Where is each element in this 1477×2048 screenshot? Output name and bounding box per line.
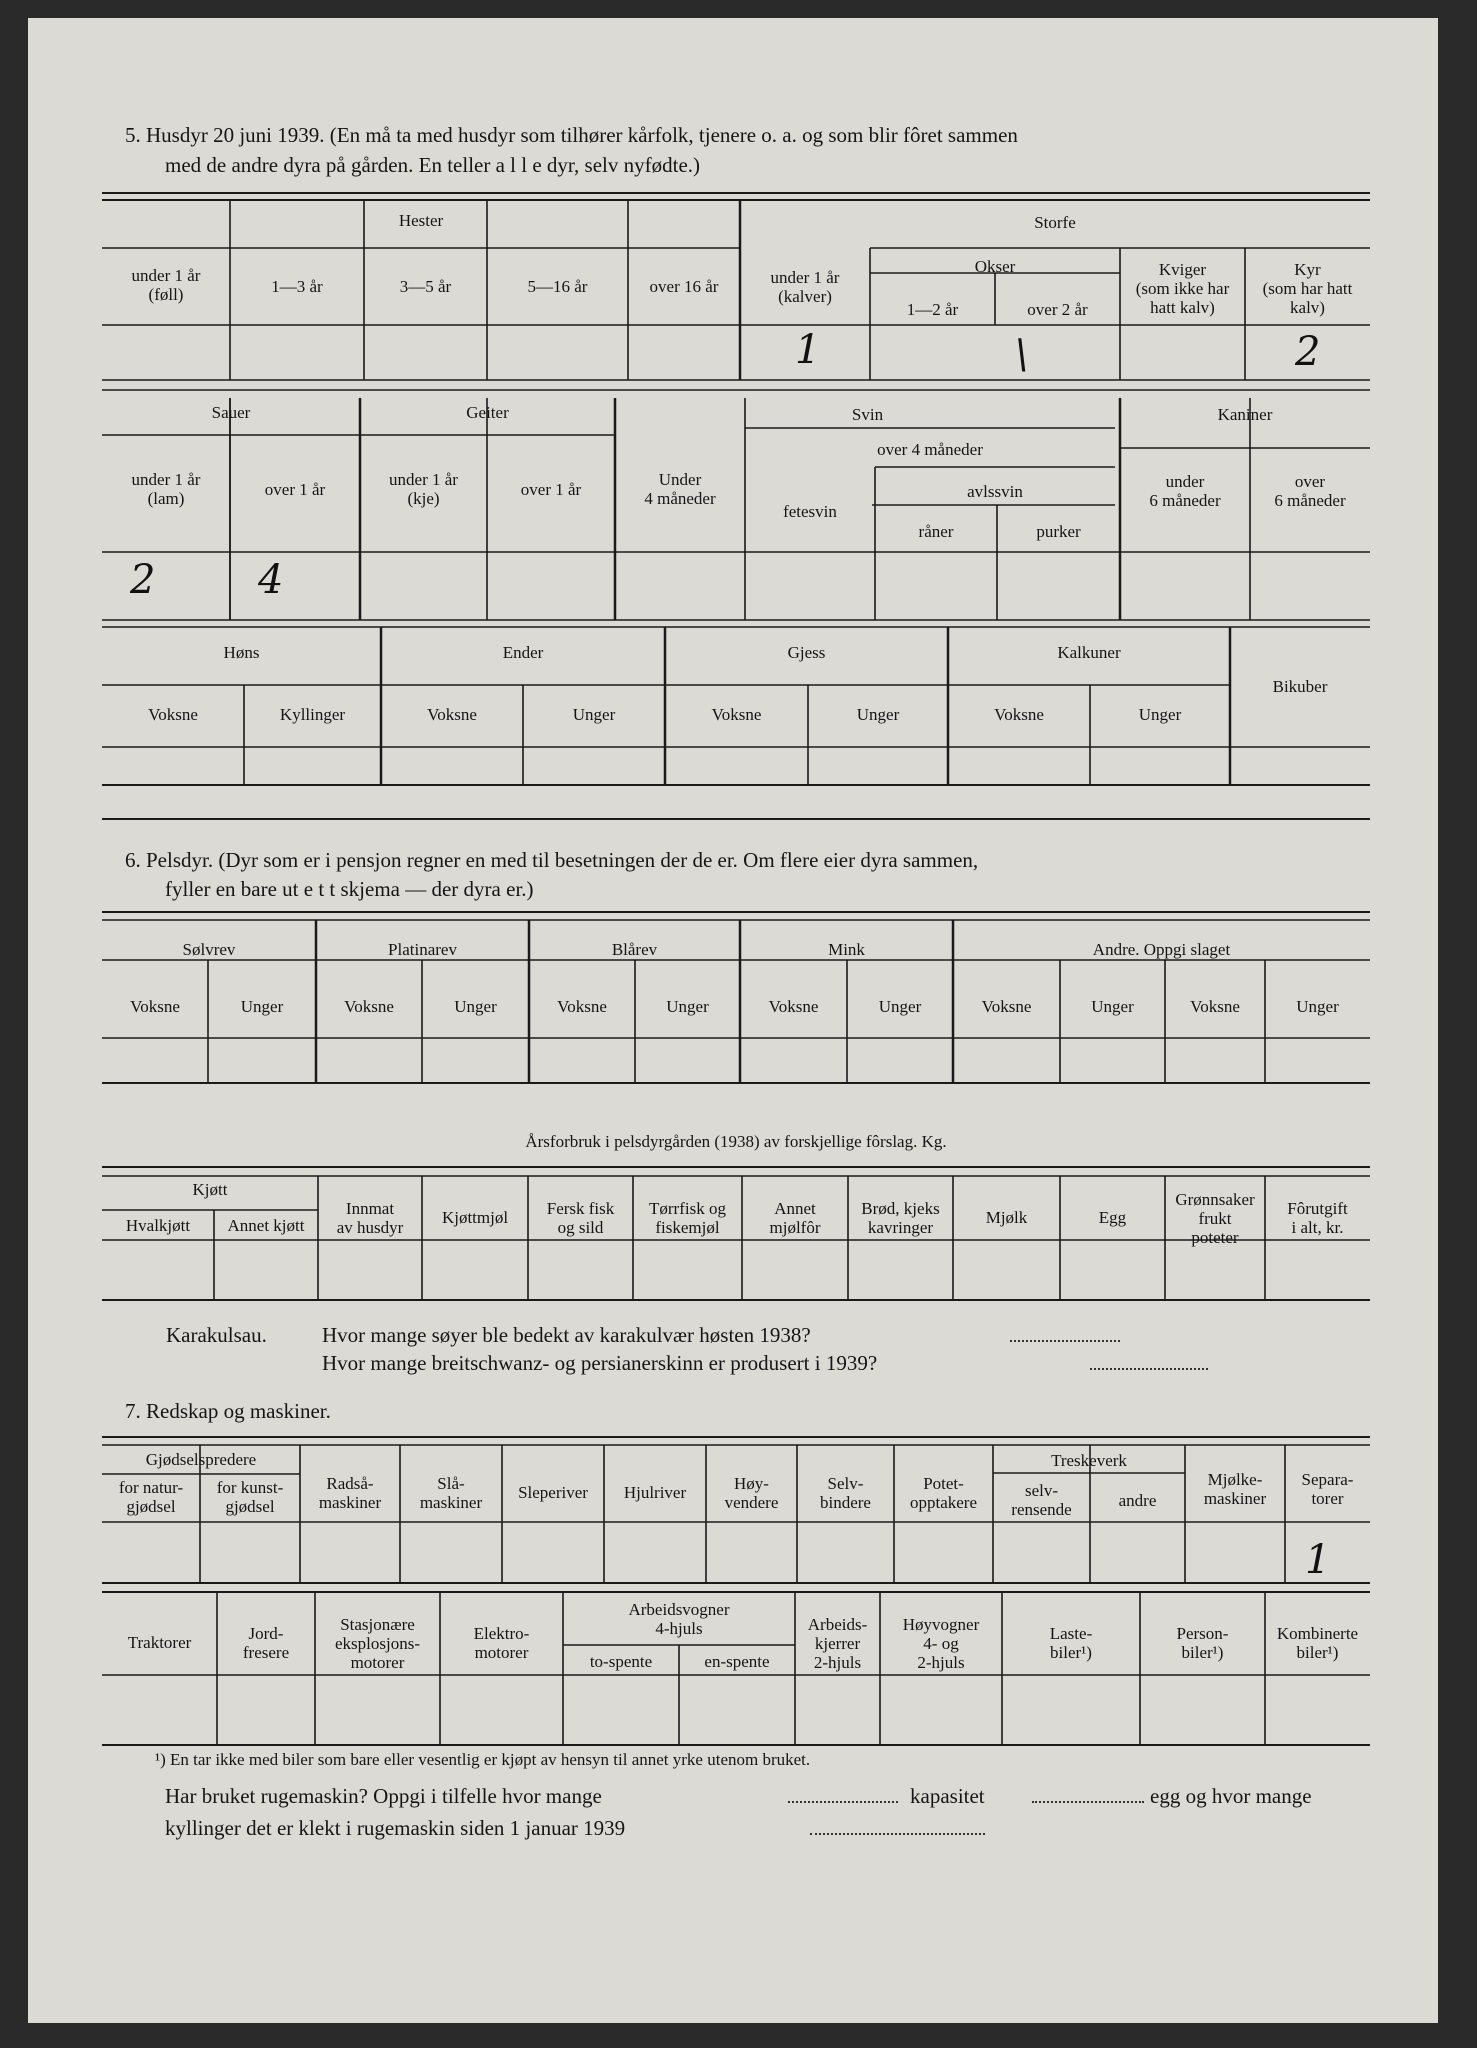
- col-lamb: under 1 år (lam): [131, 470, 201, 508]
- hw-lambs-count[interactable]: 2: [130, 557, 156, 603]
- col-horse-3-5: 3—5 år: [399, 277, 452, 296]
- fur-group-1: Platinarev: [388, 940, 457, 959]
- section-5-heading: 5. Husdyr 20 juni 1939. (En må ta med husdyr som tilhører kårfolk, tjenere o. a. og som blir fôret sammen: [125, 123, 1018, 147]
- pigs-header: Svin: [851, 405, 884, 424]
- col-sows: purker: [1036, 522, 1081, 541]
- poultry-col-0: Voksne: [148, 705, 198, 724]
- wagons-header: Arbeidsvogner 4-hjuls: [628, 1600, 730, 1638]
- vehicle-col-4: Kombinerte biler¹): [1276, 1624, 1359, 1662]
- fur-sub-3: Unger: [454, 997, 497, 1016]
- col-rabbit-under6: under 6 måneder: [1149, 472, 1221, 510]
- hatch-question: Har bruket rugemaskin? Oppgi i tilfelle hvor mange: [165, 1784, 602, 1808]
- feed-col-8: Grønnsaker frukt poteter: [1175, 1190, 1255, 1247]
- hw-oxen-mark[interactable]: \: [1015, 332, 1029, 378]
- karakul-answer-1[interactable]: [1010, 1340, 1120, 1342]
- hatch-count[interactable]: [788, 1801, 898, 1803]
- machine-col-3: Hjulriver: [623, 1483, 687, 1502]
- feed-col-1: Kjøttmjøl: [441, 1208, 509, 1227]
- form-rules: [28, 18, 1438, 2023]
- equip-col-0: Traktorer: [127, 1633, 192, 1652]
- fur-sub-10: Voksne: [1190, 997, 1240, 1016]
- hw-calves-count[interactable]: 1: [795, 327, 821, 373]
- feed-title: Årsforbruk i pelsdyrgården (1938) av forskjellige fôrslag. Kg.: [525, 1132, 947, 1151]
- poultry-col-7: Unger: [1138, 705, 1182, 724]
- hatch-question-2: kyllinger det er klekt i rugemaskin siden 1 januar 1939: [165, 1816, 626, 1840]
- feed-col-2: Fersk fisk og sild: [546, 1199, 615, 1237]
- poultry-col-1: Kyllinger: [279, 705, 346, 724]
- hw-sheep-count[interactable]: 4: [258, 557, 284, 603]
- col-other-thresher: andre: [1118, 1491, 1157, 1510]
- col-foal: under 1 år (føll): [131, 266, 201, 304]
- poultry-group-2: Gjess: [787, 643, 826, 662]
- feed-col-4: Annet mjølfôr: [769, 1199, 821, 1237]
- col-self-cleaning: selv- rensende: [1011, 1481, 1072, 1519]
- feed-col-6: Mjølk: [985, 1208, 1028, 1227]
- col-two-horse: to-spente: [589, 1652, 653, 1671]
- karakul-question-2: Hvor mange breitschwanz- og persianerskinn er produsert i 1939?: [322, 1351, 878, 1375]
- col-rabbit-over6: over 6 måneder: [1274, 472, 1346, 510]
- poultry-col-2: Voksne: [427, 705, 477, 724]
- section-5-heading-cont: med de andre dyra på gården. En teller a l l e dyr, selv nyfødte.): [165, 153, 701, 177]
- col-pig-under4: Under 4 måneder: [644, 470, 716, 508]
- fur-group-4: Andre. Oppgi slaget: [1092, 940, 1231, 959]
- col-oxen-1-2: 1—2 år: [906, 300, 959, 319]
- fur-sub-8: Voksne: [981, 997, 1032, 1016]
- hw-cows-count[interactable]: 2: [1295, 329, 1321, 375]
- fur-group-2: Blårev: [611, 940, 658, 959]
- vehicle-col-2: Laste- biler¹): [1049, 1624, 1093, 1662]
- col-separators: Separa- torer: [1301, 1470, 1354, 1508]
- feed-col-7: Egg: [1098, 1208, 1127, 1227]
- poultry-col-5: Unger: [856, 705, 900, 724]
- hw-separators-count[interactable]: 1: [1305, 1537, 1331, 1583]
- equip-col-1: Jord- freserе: [242, 1624, 290, 1662]
- col-natural-manure: for natur- gjødsel: [118, 1478, 184, 1516]
- col-beehives: Bikuber: [1272, 677, 1328, 696]
- fur-group-0: Sølvrev: [182, 940, 236, 959]
- poultry-col-6: Voksne: [994, 705, 1044, 724]
- fur-sub-9: Unger: [1091, 997, 1134, 1016]
- thresher-header: Treskeverk: [1051, 1451, 1127, 1470]
- col-cows: Kyr (som har hatt kalv): [1262, 260, 1353, 317]
- feed-col-3: Tørrfisk og fiskemjøl: [649, 1199, 726, 1237]
- hatch-question-cont: egg og hvor mange: [1150, 1784, 1312, 1808]
- section-7-heading: 7. Redskap og maskiner.: [125, 1399, 331, 1423]
- equip-col-2: Stasjonære eksplosjons- motorer: [335, 1615, 420, 1672]
- meat-header: Kjøtt: [192, 1180, 228, 1199]
- fur-sub-2: Voksne: [344, 997, 394, 1016]
- machine-col-4: Høy- vendere: [724, 1474, 779, 1512]
- machine-col-0: Radså- maskiner: [318, 1474, 382, 1512]
- feed-col-9: Fôrutgift i alt, kr.: [1287, 1199, 1348, 1237]
- oxen-header: Okser: [974, 257, 1016, 276]
- col-milking: Mjølke- maskiner: [1203, 1470, 1267, 1508]
- col-other-meat: Annet kjøtt: [227, 1216, 305, 1235]
- fur-sub-4: Voksne: [557, 997, 607, 1016]
- footnote: ¹) En tar ikke med biler som bare eller vesentlig er kjøpt av hensyn til annet yrke utenom bruket.: [155, 1750, 811, 1769]
- section-6-heading-cont: fyller en bare ut e t t skjema — der dyra er.): [165, 877, 534, 901]
- col-horse-5-16: 5—16 år: [527, 277, 588, 296]
- fur-sub-0: Voksne: [130, 997, 180, 1016]
- poultry-group-0: Høns: [223, 643, 260, 662]
- breed-pig-header: avlssvin: [967, 482, 1023, 501]
- hatch-chicks[interactable]: [810, 1833, 985, 1835]
- col-kid: under 1 år (kje): [389, 470, 458, 508]
- col-calves: under 1 år (kalver): [770, 268, 840, 306]
- rabbits-header: Kaniner: [1217, 405, 1273, 424]
- fur-sub-5: Unger: [666, 997, 709, 1016]
- section-6-heading: 6. Pelsdyr. (Dyr som er i pensjon regner en med til besetningen der de er. Om flere eier dyra sammen,: [125, 848, 979, 872]
- col-heifers: Kviger (som ikke har hatt kalv): [1135, 260, 1230, 317]
- fur-group-3: Mink: [828, 940, 865, 959]
- poultry-col-4: Voksne: [711, 705, 762, 724]
- karakul-answer-2[interactable]: [1090, 1368, 1208, 1370]
- vehicle-col-3: Person- biler¹): [1176, 1624, 1229, 1662]
- col-fertilizer: for kunst- gjødsel: [216, 1478, 284, 1516]
- col-whale-meat: Hvalkjøtt: [125, 1216, 191, 1235]
- vehicle-col-1: Høyvogner 4- og 2-hjuls: [902, 1615, 980, 1672]
- sheep-header: Sauer: [211, 403, 251, 422]
- spreaders-header: Gjødselspredere: [145, 1450, 257, 1469]
- fur-sub-7: Unger: [878, 997, 922, 1016]
- capacity-label: kapasitet: [910, 1784, 985, 1808]
- poultry-group-1: Ender: [502, 643, 544, 662]
- col-boars: råner: [918, 522, 954, 541]
- fur-sub-11: Unger: [1296, 997, 1339, 1016]
- col-oxen-over2: over 2 år: [1027, 300, 1088, 319]
- hatch-capacity[interactable]: [1032, 1801, 1144, 1803]
- equip-col-3: Elektro- motorer: [473, 1624, 530, 1662]
- goats-header: Geiter: [466, 403, 509, 422]
- poultry-group-3: Kalkuner: [1057, 643, 1121, 662]
- col-horse-over16: over 16 år: [649, 277, 719, 296]
- col-horse-1-3: 1—3 år: [271, 277, 323, 296]
- machine-col-1: Slå- maskiner: [419, 1474, 483, 1512]
- fur-sub-1: Unger: [240, 997, 284, 1016]
- pig-over4-header: over 4 måneder: [877, 440, 983, 459]
- fur-sub-6: Voksne: [768, 997, 819, 1016]
- col-goat-over1: over 1 år: [520, 480, 582, 499]
- feed-col-5: Brød, kjeks kavringer: [861, 1199, 940, 1237]
- col-sheep-over1: over 1 år: [264, 480, 326, 499]
- col-one-horse: en-spente: [704, 1652, 770, 1671]
- vehicle-col-0: Arbeids- kjerrer 2-hjuls: [807, 1615, 868, 1672]
- horses-header: Hester: [398, 211, 444, 230]
- col-fatpig: fetesvin: [783, 502, 837, 521]
- karakul-label: Karakulsau.: [166, 1323, 267, 1347]
- machine-col-6: Potet- opptakere: [909, 1474, 978, 1512]
- machine-col-2: Sleperiver: [518, 1483, 588, 1502]
- feed-col-0: Innmat av husdyr: [336, 1199, 404, 1237]
- karakul-question-1: Hvor mange søyer ble bedekt av karakulvær høsten 1938?: [322, 1323, 811, 1347]
- form-page: [28, 18, 1438, 2023]
- machine-col-5: Selv- bindere: [820, 1474, 871, 1512]
- cattle-header: Storfe: [1034, 213, 1076, 232]
- poultry-col-3: Unger: [572, 705, 616, 724]
